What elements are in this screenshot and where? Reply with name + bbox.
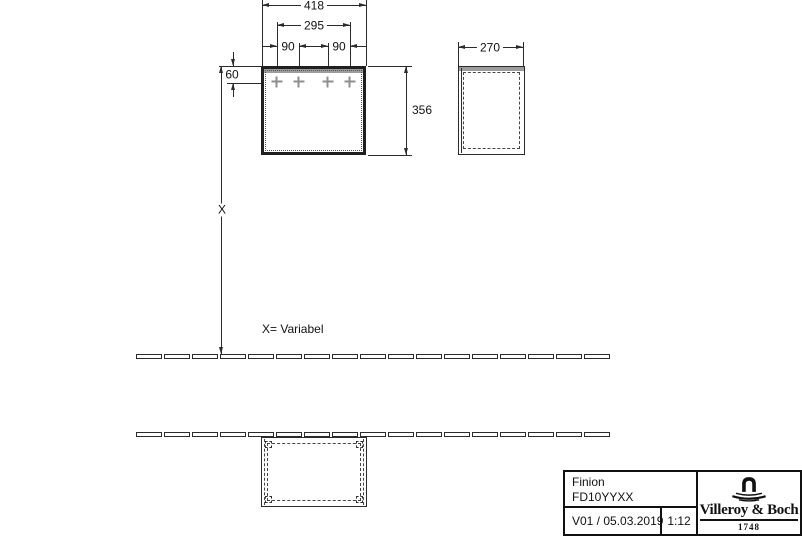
floor-plank xyxy=(388,354,414,359)
fountain-icon xyxy=(726,476,772,502)
floor-plank xyxy=(500,432,526,437)
floor-plank xyxy=(192,354,218,359)
product-model: FD10YYXX xyxy=(572,490,634,504)
dimension-label: 270 xyxy=(477,42,503,55)
villeroy-boch-logo xyxy=(696,472,800,534)
floor-plank xyxy=(500,354,526,359)
variable-height-note: X= Variabel xyxy=(262,322,324,336)
floor-line-lower xyxy=(136,432,608,437)
floor-plank xyxy=(276,354,302,359)
floor-plank xyxy=(192,432,218,437)
arrow-left-icon xyxy=(299,44,306,48)
arrow-left-icon xyxy=(277,23,284,27)
side-panel-hidden-edge xyxy=(363,439,364,505)
bottom-view xyxy=(261,437,367,507)
floor-plank xyxy=(388,432,414,437)
corner-joint-mark xyxy=(265,496,272,503)
corner-joint-mark xyxy=(356,441,363,448)
arrow-up-icon xyxy=(404,66,408,73)
arrow-left-icon xyxy=(262,3,269,7)
brand-name: Villeroy & Boch xyxy=(700,502,799,521)
corner-joint-mark xyxy=(356,496,363,503)
extension-line xyxy=(366,0,367,66)
arrow-right-icon xyxy=(359,3,366,7)
drill-mark-icon xyxy=(345,77,356,88)
floor-plank xyxy=(360,354,386,359)
floor-plank xyxy=(136,432,162,437)
product-series: Finion xyxy=(572,475,605,489)
hidden-edge-dashed-line xyxy=(267,443,361,501)
arrow-right-icon xyxy=(270,44,277,48)
drill-mark-icon xyxy=(272,77,283,88)
arrow-down-icon xyxy=(219,347,223,354)
product-cell xyxy=(565,472,696,506)
drill-mark-icon xyxy=(294,77,305,88)
floor-plank xyxy=(528,432,554,437)
floor-plank xyxy=(220,432,246,437)
brand-founded-year: 1748 xyxy=(738,522,760,532)
floor-plank xyxy=(136,354,162,359)
floor-plank xyxy=(332,354,358,359)
corner-joint-mark xyxy=(265,441,272,448)
revision-row xyxy=(565,506,696,534)
dimension-label: X xyxy=(215,204,229,217)
dimension-line xyxy=(406,66,407,155)
floor-plank xyxy=(472,432,498,437)
arrow-down-icon xyxy=(231,59,235,66)
arrow-right-icon xyxy=(321,44,328,48)
floor-plank xyxy=(472,354,498,359)
floor-plank xyxy=(584,432,610,437)
drawing-scale: 1:12 xyxy=(667,514,691,528)
extension-line xyxy=(523,42,524,66)
title-block xyxy=(563,470,802,536)
floor-plank xyxy=(556,432,582,437)
extension-line xyxy=(262,0,263,66)
dimension-label: 356 xyxy=(412,103,433,117)
floor-plank xyxy=(444,432,470,437)
floor-plank xyxy=(416,432,442,437)
side-view xyxy=(458,66,525,155)
floor-plank xyxy=(416,354,442,359)
dimension-label: 60 xyxy=(222,69,241,82)
floor-plank xyxy=(528,354,554,359)
title-block-info xyxy=(565,472,696,534)
dimension-label: 295 xyxy=(301,20,327,33)
arrow-up-icon xyxy=(231,83,235,90)
dimension-label: 90 xyxy=(329,41,348,54)
extension-line xyxy=(368,155,412,156)
floor-plank xyxy=(248,354,274,359)
dimension-label: 418 xyxy=(301,0,327,13)
floor-plank xyxy=(556,354,582,359)
arrow-left-icon xyxy=(458,45,465,49)
arrow-down-icon xyxy=(404,148,408,155)
dimension-label: 90 xyxy=(278,41,297,54)
drill-mark-icon xyxy=(323,77,334,88)
floor-plank xyxy=(164,354,190,359)
floor-plank xyxy=(304,354,330,359)
arrow-right-icon xyxy=(343,23,350,27)
floor-plank xyxy=(444,354,470,359)
hidden-edge-dashed-line xyxy=(463,72,520,149)
floor-line-upper xyxy=(136,354,608,359)
arrow-up-icon xyxy=(219,66,223,73)
floor-plank xyxy=(220,354,246,359)
dimension-line xyxy=(350,46,366,47)
arrow-right-icon xyxy=(516,45,523,49)
revision-date: V01 / 05.03.2019 xyxy=(565,508,662,534)
top-panel-edge xyxy=(459,67,524,71)
front-panel-edge xyxy=(461,68,462,153)
floor-plank xyxy=(584,354,610,359)
floor-plank xyxy=(164,432,190,437)
